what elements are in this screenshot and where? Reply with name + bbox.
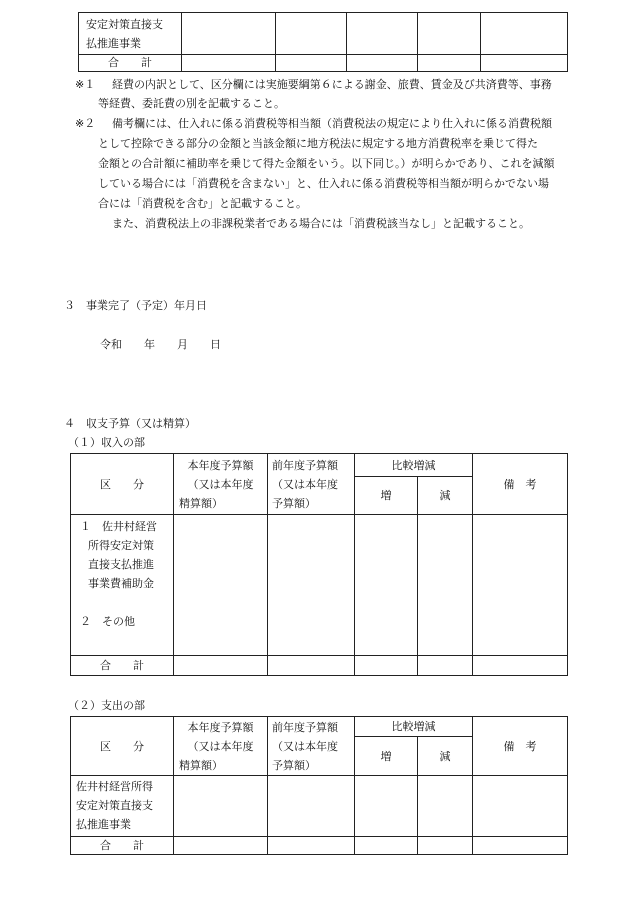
note-2-mark: ※２ — [75, 117, 96, 130]
income-col-remarks: 備 考 — [473, 454, 568, 515]
expense-total-label: 合 計 — [71, 837, 174, 855]
expense-title: （２）支出の部 — [68, 699, 145, 712]
expense-col-this-year: 本年度予算額 （又は本年度 精算額） — [174, 717, 268, 776]
income-col-kubun: 区 分 — [71, 454, 174, 515]
income-col-increase: 増 — [355, 477, 418, 515]
income-items-cell: １ 佐井村経営 所得安定対策 直接支払推進 事業費補助金 ２ その他 — [71, 515, 174, 656]
expense-col-remarks: 備 考 — [473, 717, 568, 776]
income-col-decrease: 減 — [418, 477, 473, 515]
income-item-1-line: １ 佐井村経営 — [80, 520, 157, 533]
income-item-2: ２ その他 — [80, 615, 135, 628]
expense-col-compare: 比較増減 — [355, 717, 473, 737]
income-total-label: 合 計 — [71, 656, 174, 676]
income-col-compare: 比較増減 — [355, 454, 473, 477]
expense-col-decrease: 減 — [418, 737, 473, 776]
top-expense-table — [78, 12, 568, 72]
completion-date-line: 令和 年 月 日 — [100, 338, 221, 351]
top-row-label: 安定対策直接支 払推進事業 — [79, 13, 182, 55]
expense-col-prev-year: 前年度予算額 （又は本年度 予算額） — [268, 717, 355, 776]
expense-table — [70, 716, 568, 855]
expense-item-cell: 佐井村経営所得 安定対策直接支 払推進事業 — [71, 776, 174, 837]
income-table — [70, 453, 568, 676]
income-col-prev-year: 前年度予算額 （又は本年度 予算額） — [268, 454, 355, 515]
section-3-heading: ３ 事業完了（予定）年月日 — [64, 299, 207, 312]
income-col-this-year: 本年度予算額 （又は本年度 精算額） — [174, 454, 268, 515]
income-title: （１）収入の部 — [68, 436, 145, 449]
top-total-label: 合 計 — [79, 55, 182, 72]
expense-col-kubun: 区 分 — [71, 717, 174, 776]
note-1-mark: ※１ — [75, 78, 96, 91]
expense-col-increase: 増 — [355, 737, 418, 776]
section-4-heading: ４ 収支予算（又は精算） — [64, 417, 196, 430]
